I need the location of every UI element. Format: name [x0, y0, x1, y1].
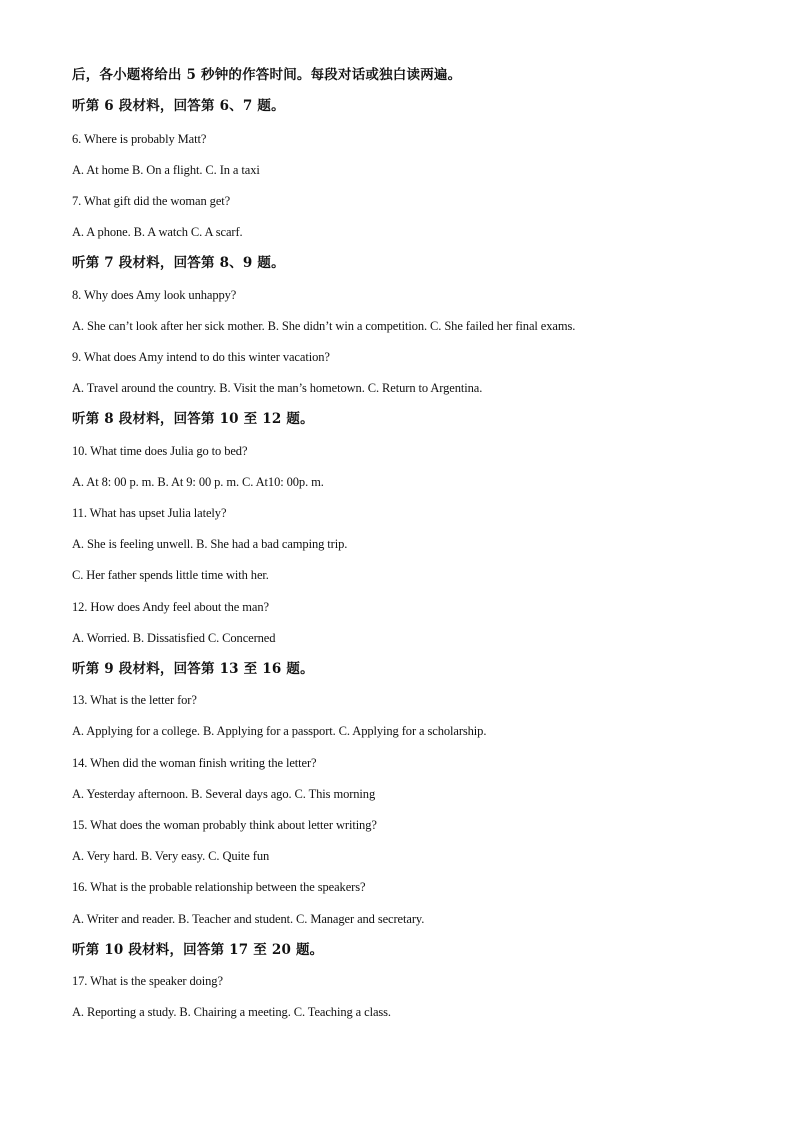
instruction-text: 后，各小题将给出 5 秒钟的作答时间。每段对话或独白读两遍。 — [72, 67, 462, 83]
options-8: A. She can’t look after her sick mother. B. She didn’t win a competition. C. She failed her final exams. — [72, 319, 576, 333]
question-17: 17. What is the speaker doing? — [72, 974, 223, 988]
question-11: 11. What has upset Julia lately? — [72, 506, 227, 520]
question-15: 15. What does the woman probably think about letter writing? — [72, 818, 377, 832]
options-9: A. Travel around the country. B. Visit the man’s hometown. C. Return to Argentina. — [72, 381, 483, 395]
question-8: 8. Why does Amy look unhappy? — [72, 288, 237, 302]
question-16: 16. What is the probable relationship between the speakers? — [72, 880, 366, 894]
options-17: A. Reporting a study. B. Chairing a meeting. C. Teaching a class. — [72, 1005, 391, 1019]
question-9: 9. What does Amy intend to do this winter vacation? — [72, 350, 330, 364]
section-heading-8: 听第 8 段材料，回答第 10 至 12 题。 — [72, 411, 314, 427]
question-13: 13. What is the letter for? — [72, 693, 197, 707]
section-heading-6: 听第 6 段材料，回答第 6、7 题。 — [72, 98, 285, 114]
options-10: A. At 8: 00 p. m. B. At 9: 00 p. m. C. At10: 00p. m. — [72, 475, 324, 489]
section-heading-9: 听第 9 段材料，回答第 13 至 16 题。 — [72, 661, 314, 677]
options-12: A. Worried. B. Dissatisfied C. Concerned — [72, 631, 276, 645]
options-15: A. Very hard. B. Very easy. C. Quite fun — [72, 849, 270, 863]
section-heading-10: 听第 10 段材料，回答第 17 至 20 题。 — [72, 942, 324, 958]
question-6: 6. Where is probably Matt? — [72, 132, 207, 146]
options-11-ab: A. She is feeling unwell. B. She had a bad camping trip. — [72, 537, 348, 551]
options-16: A. Writer and reader. B. Teacher and student. C. Manager and secretary. — [72, 912, 425, 926]
question-14: 14. When did the woman finish writing the letter? — [72, 756, 317, 770]
options-7: A. A phone. B. A watch C. A scarf. — [72, 225, 243, 239]
question-10: 10. What time does Julia go to bed? — [72, 444, 248, 458]
question-12: 12. How does Andy feel about the man? — [72, 600, 269, 614]
options-11-c: C. Her father spends little time with her. — [72, 568, 269, 582]
options-13: A. Applying for a college. B. Applying for a passport. C. Applying for a scholarship. — [72, 724, 487, 738]
question-7: 7. What gift did the woman get? — [72, 194, 231, 208]
section-heading-7: 听第 7 段材料，回答第 8、9 题。 — [72, 255, 285, 271]
options-6: A. At home B. On a flight. C. In a taxi — [72, 163, 260, 177]
options-14: A. Yesterday afternoon. B. Several days ago. C. This morning — [72, 787, 376, 801]
